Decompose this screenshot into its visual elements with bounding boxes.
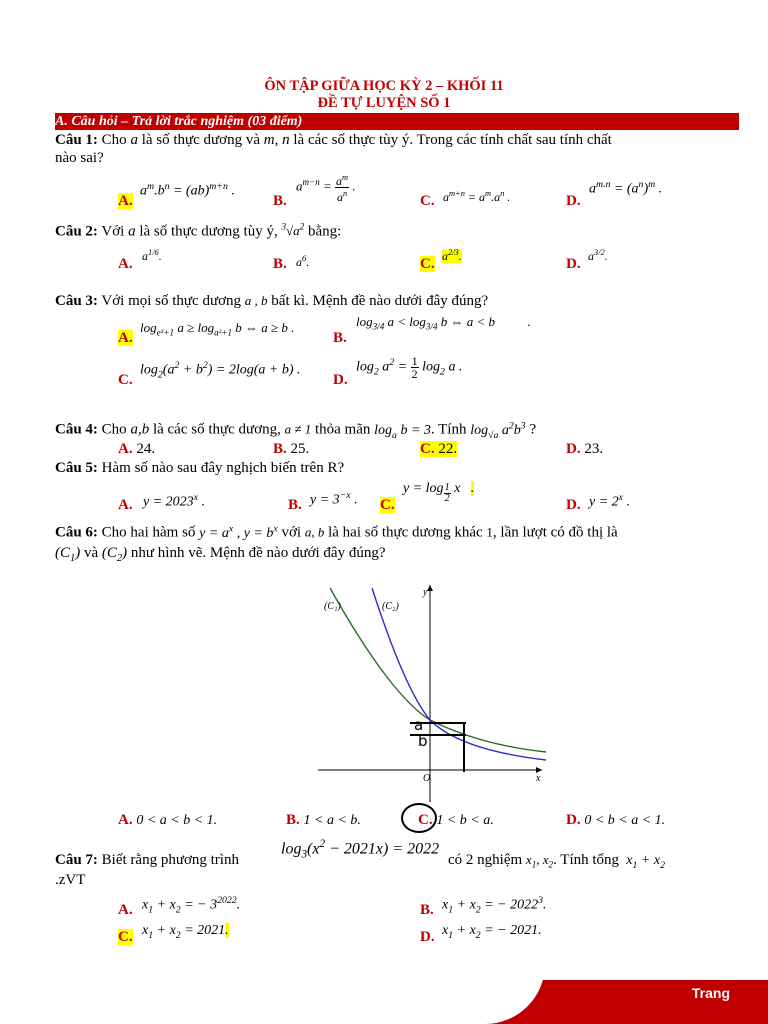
question-4: Câu 4: Cho a,b là các số thực dương, a ≠ 1 thỏa mãn $\log_a b = 3$. Tính $\log_{√a} a^2b^3$ ? [55,420,537,441]
q7-formula-c: $x_1 + x_2 = 2021$. [142,923,229,941]
section-header: A. Câu hỏi – Trả lời trắc nghiệm (03 điểm) [55,113,739,130]
q5-formula-b: $y = 3^{-x}$ . [310,490,358,508]
q3-formula-b: $\log_{3/4} a < \log_{3/4} b$ ⇔ a < b . [356,314,531,332]
q3-option-c[interactable]: C. [118,372,133,388]
question-6: Câu 6: Cho hai hàm số $y = a^x$ , $y = b^x$ với a, b là hai số thực dương khác 1, lần lượt có đồ thị là [55,523,618,541]
label-origin: O [423,773,431,784]
label-x: x [536,773,541,784]
q4-option-d[interactable]: D. 23. [566,441,604,457]
q3-option-a[interactable]: A. [118,330,133,346]
q6-option-a[interactable]: A. 0 < a < b < 1. [118,812,218,828]
q2-formula-a: $a^{1/6}$. [142,248,162,263]
page-title: ÔN TẬP GIỮA HỌC KỲ 2 – KHỐI 11 [264,78,504,94]
q7-option-a[interactable]: A. [118,902,133,918]
q3-formula-a: $\log_{e^2+1} a \ge \log_{a^2+1} b$ ⇔ a ≥ b . [140,320,295,338]
q4-option-b[interactable]: B. 25. [273,441,310,457]
q6-option-c[interactable]: C. 1 < b < a. [418,812,494,828]
q7-equation: $\log_3(x^2 - 2021x) = 2022$ [281,838,440,861]
q4-option-a[interactable]: A. 24. [118,441,156,457]
q1-option-a[interactable]: A. [118,193,133,209]
question-5: Câu 5: Hàm số nào sau đây nghịch biến trên R? [55,460,345,476]
label-c2: (C₂) [382,601,399,612]
q1-option-d[interactable]: D. [566,193,581,209]
page-number-label: Trang [691,985,730,1001]
question-7-line2: .zVT [55,872,86,888]
q7-option-d[interactable]: D. [420,929,435,945]
q1-option-b[interactable]: B. [273,193,287,209]
exponential-graph [310,580,550,805]
q6-option-d[interactable]: D. 0 < b < a < 1. [566,812,666,828]
q2-option-b[interactable]: B. [273,256,287,272]
label-c1: (C₁) [324,601,341,612]
question-3: Câu 3: Với mọi số thực dương a , b bất kì. Mệnh đề nào dưới đây đúng? [55,293,489,309]
q7-option-c[interactable]: C. [118,929,133,945]
label-b: b [418,732,428,750]
q5-option-a[interactable]: A. [118,497,133,513]
q5-formula-a: $y = 2023^x$ . [143,492,206,510]
q2-formula-c: $a^{2/3}$. [442,248,462,263]
q1-formula-d: $a^{m.n} = (a^n)^m$ . [589,179,663,197]
q1-formula-b: $a^{m-n}$ = $\frac{a^m}{a^n}$ . [296,173,356,204]
question-7-mid: có 2 nghiệm $x_1$, $x_2$. Tính tổng $x_1 + x_2$ [448,852,665,871]
question-7: Câu 7: Biết rằng phương trình [55,852,239,868]
q5-option-c[interactable]: C. [380,497,395,513]
q7-formula-a: $x_1 + x_2$ = − $3^{2022}$. [142,895,241,916]
question-6-line2: $(C_1)$ và $(C_2)$ như hình vẽ. Mệnh đề nào dưới đây đúng? [55,545,386,564]
page-subtitle: ĐỀ TỰ LUYỆN SỐ 1 [317,95,451,111]
q2-option-a[interactable]: A. [118,256,133,272]
q3-option-d[interactable]: D. [333,372,348,388]
label-a: a [414,716,424,734]
q1-formula-c: $a^{m+n} = a^m.a^n$ . [443,189,511,204]
q1-option-c[interactable]: C. [420,193,435,209]
q6-option-b[interactable]: B. 1 < a < b. [286,812,361,828]
question-1-line2: nào sai? [55,150,104,166]
q7-formula-d: $x_1 + x_2$ = − 2021. [442,923,542,941]
q1-formula-a: $a^m.b^n = (ab)^{m+n}$ . [140,181,235,199]
q5-option-b[interactable]: B. [288,497,302,513]
question-label: Câu 1: [55,132,98,148]
q5-option-d[interactable]: D. [566,497,581,513]
q5-formula-c: y = log $_{\frac{1}{2}}$ x . [403,481,475,505]
q3-option-b[interactable]: B. [333,330,347,346]
q2-formula-b: $a^6$. [296,254,310,269]
q2-option-d[interactable]: D. [566,256,581,272]
q3-formula-c: $\log_2(a^2 + b^2) = 2\log(a + b)$ . [140,360,301,381]
q3-formula-d: $\log_2 a^2$ = $\frac{1}{2}$ $\log_2 a$ . [356,354,463,381]
footer-curve [0,960,545,1024]
q2-option-c[interactable]: C. [420,256,435,272]
q5-formula-d: $y = 2^x$ . [589,492,631,510]
q7-option-b[interactable]: B. [420,902,434,918]
label-y: y [423,587,428,598]
q4-option-c[interactable]: C. 22. [420,441,458,457]
question-2: Câu 2: Với a là số thực dương tùy ý, $^3√a^2$ bằng: [55,222,342,240]
question-1: Câu 1: Cho a là số thực dương và m, n là các số thực tùy ý. Trong các tính chất sau tính chất [55,132,612,148]
q2-formula-d: $a^{3/2}$. [588,248,608,263]
q7-formula-b: $x_1 + x_2$ = − $2022^3$. [442,895,547,916]
